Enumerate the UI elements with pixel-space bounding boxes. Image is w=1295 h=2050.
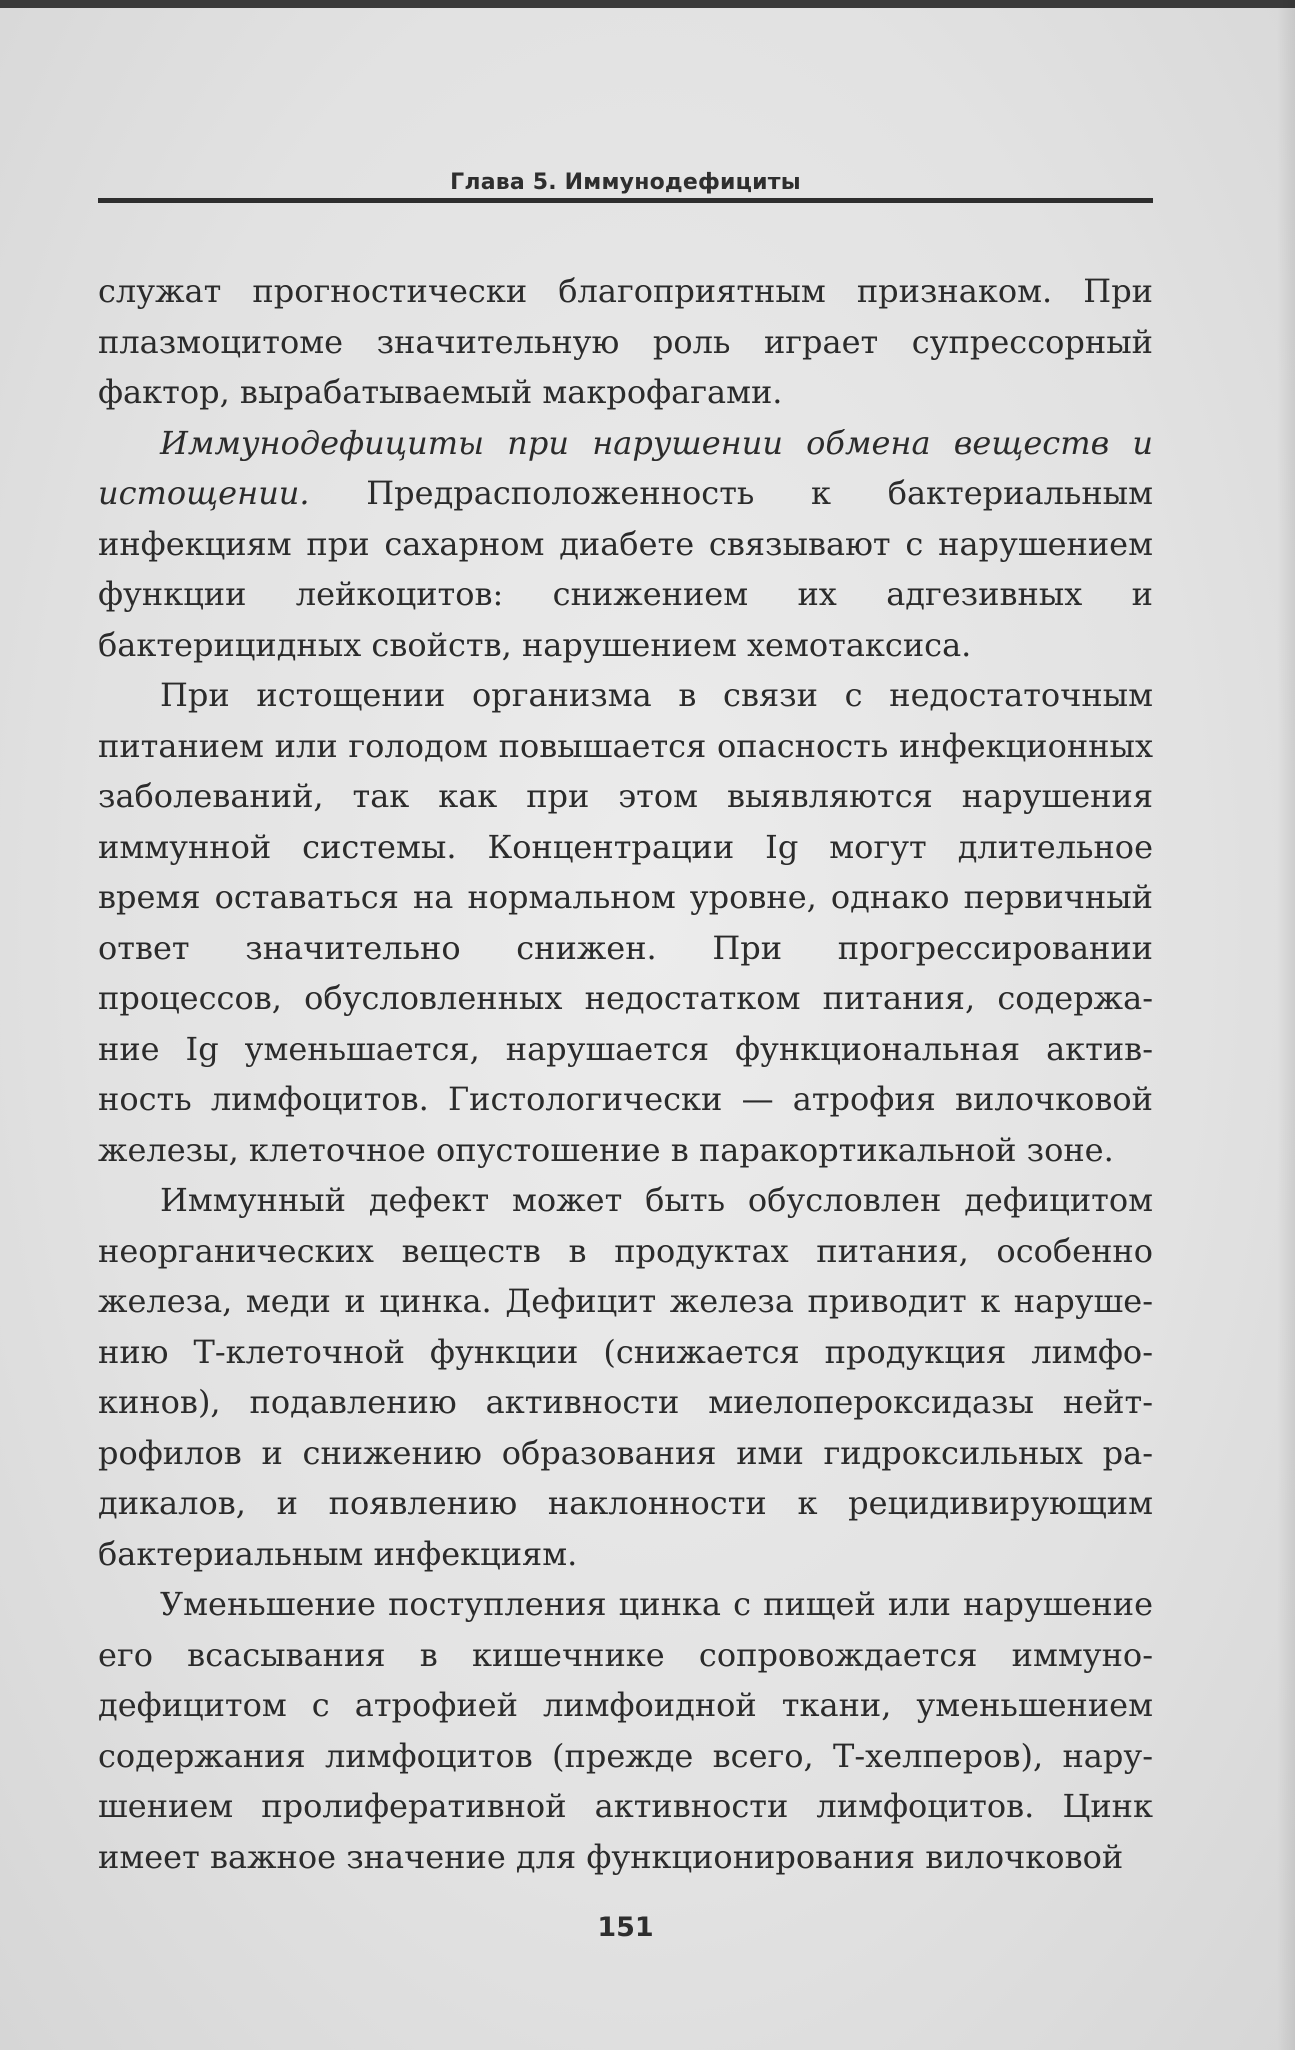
header-rule xyxy=(98,198,1153,203)
running-head: Глава 5. Иммунодефициты xyxy=(450,170,801,195)
paragraph-2-italic-lead: Иммунодефициты при нарушении обмена веществ и истощении. xyxy=(98,423,1153,512)
paragraph-5: Уменьшение поступления цинка с пищей или нарушение его всасывания в кишечнике сопровождается иммунодефицитом с атрофией лимфоидной ткани, уменьшением содержания лимфоцитов (прежде всего, Т-хелперов), нарушением пролиферативной активности лимфоцитов. Цинк имеет важное значение для функционирования вилочковой xyxy=(98,1585,1153,1876)
page-right-shadow xyxy=(1277,0,1295,2050)
paragraph-4: Иммунный дефект может быть обусловлен дефицитом неорганических веществ в продуктах питания, особенно железа, меди и цинка. Дефицит железа приводит к нарушению Т-клеточной функции (снижается продукция лимфокинов), подавлению активности миелопероксидазы нейтрофилов и снижению образования ими гидроксильных радикалов, и появлению наклонности к рецидивирующим бактериальным инфекциям. xyxy=(98,1181,1153,1573)
paragraph-1: служат прогностически благоприятным признаком. При плазмоцитоме значительную роль играет супрессорный фактор, вырабатываемый макрофагами. xyxy=(98,272,1153,411)
paragraph-2 xyxy=(98,418,1153,671)
page-top-edge xyxy=(0,0,1295,8)
paragraph-2-text: Предрасположенность к бактериальным инфекциям при сахарном диабете связывают с нарушением функции лейкоцитов: снижением их адгезивных и бактерицидных свойств, нарушением хемотаксиса. xyxy=(98,474,1153,664)
body-text xyxy=(98,266,1153,1882)
page-number: 151 xyxy=(597,1912,654,1943)
paragraph-3: При истощении организма в связи с недостаточным питанием или голодом повышается опасность инфекционных заболеваний, так как при этом выявляются нарушения иммунной системы. Концентрации Ig могут длительное время оставаться на нормальном уровне, однако первичный ответ значительно снижен. При прогрессировании процессов, обусловленных недостатком питания, содержание Ig уменьшается, нарушается функциональная активность лимфоцитов. Гистологически — атрофия вилочковой железы, клеточное опустошение в паракортикальной зоне. xyxy=(98,676,1153,1169)
